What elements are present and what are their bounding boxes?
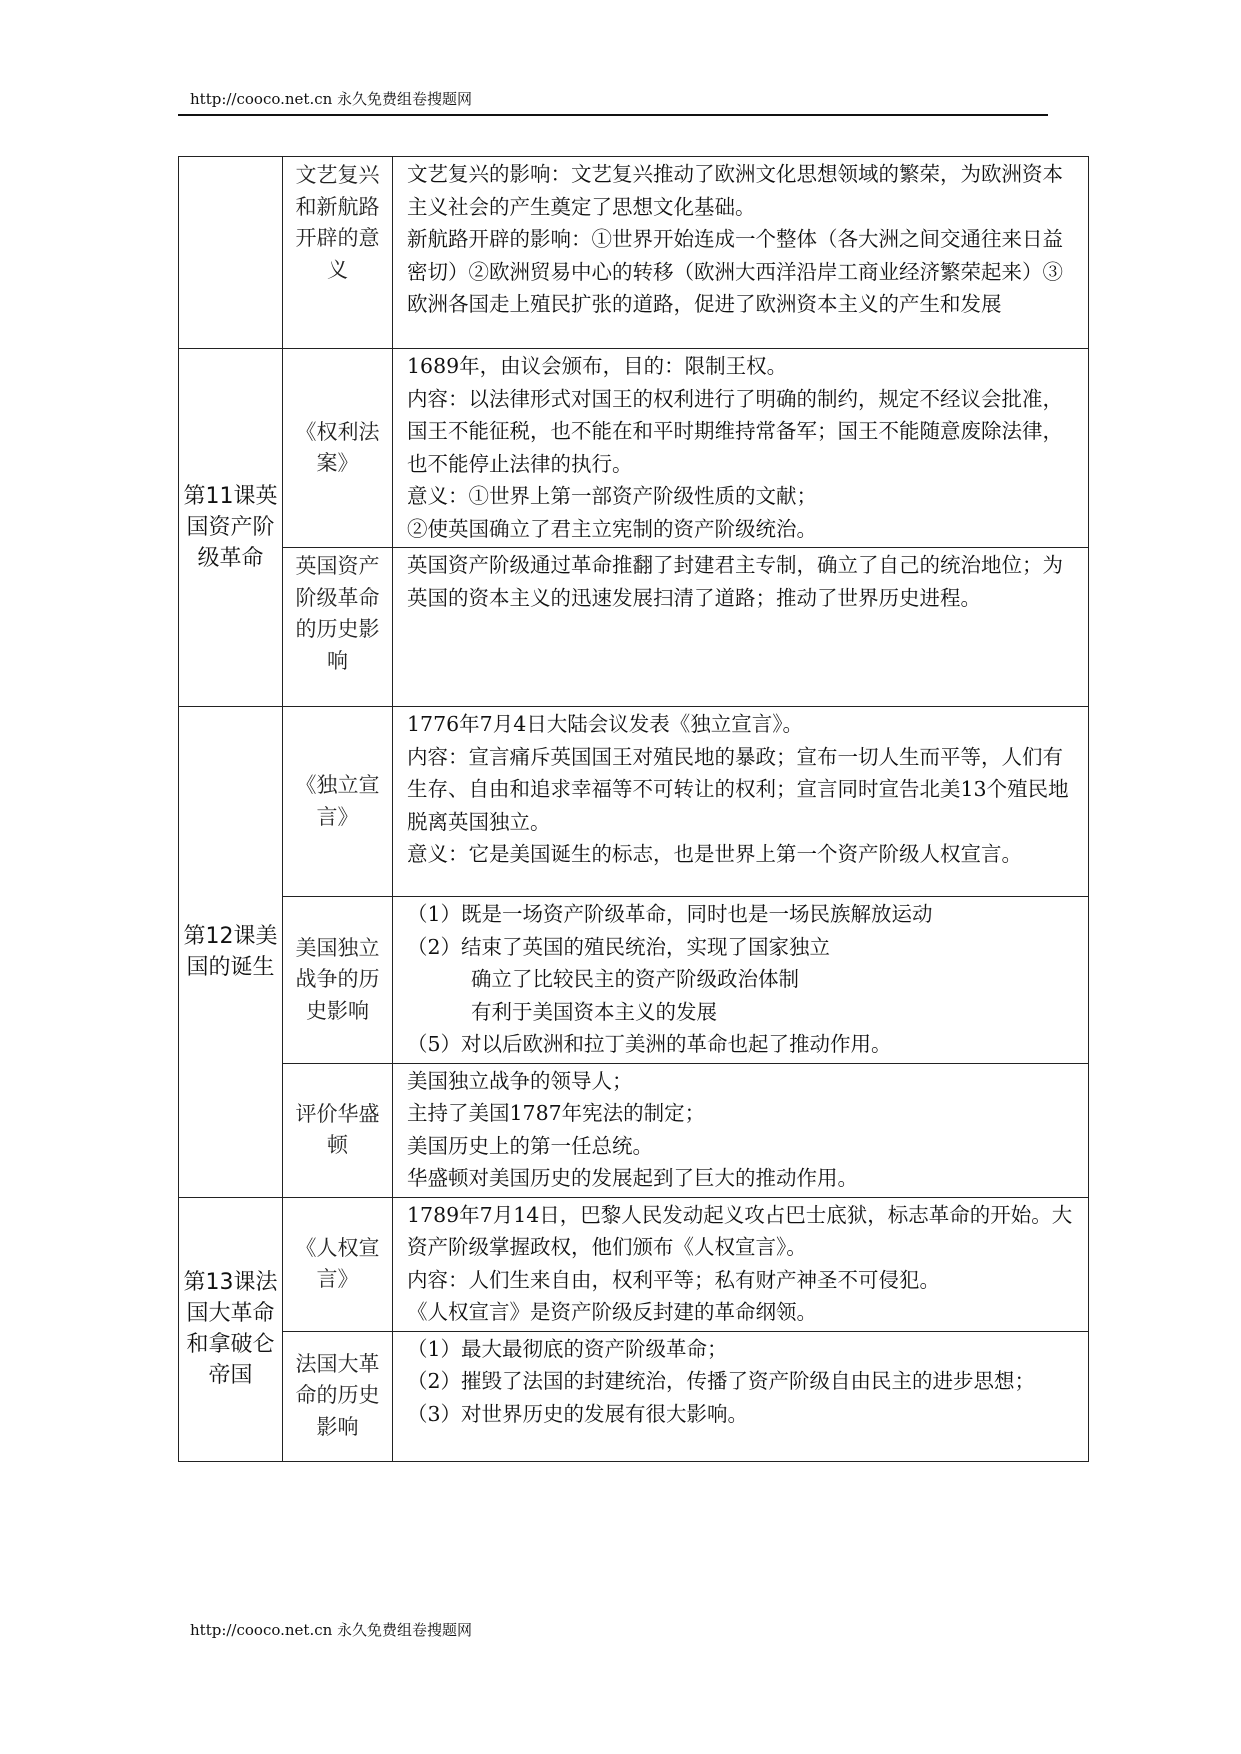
content-line: 华盛顿对美国历史的发展起到了巨大的推动作用。 (407, 1166, 858, 1190)
content-line: （5）对以后欧洲和拉丁美洲的革命也起了推动作用。 (407, 1032, 892, 1056)
topic-label: 《独立宣言》 (295, 773, 380, 829)
content-line: 主持了美国1787年宪法的制定； (407, 1101, 706, 1125)
topic-label: 美国独立战争的历史影响 (295, 935, 380, 1023)
content-cell (393, 1331, 1089, 1461)
content-cell (393, 707, 1089, 897)
content-cell (393, 548, 1089, 707)
topic-label: 《权利法案》 (295, 419, 380, 475)
content-line: 内容：人们生来自由，权利平等；私有财产神圣不可侵犯。 (407, 1267, 940, 1292)
header-url[interactable]: http://cooco.net.cn 永久免费组卷搜题网 (190, 90, 473, 108)
content-line: ②使英国确立了君主立宪制的资产阶级统治。 (407, 516, 817, 541)
table-row (179, 1197, 1089, 1331)
topic-label: 《人权宣言》 (295, 1235, 380, 1291)
table-row (179, 1063, 1089, 1197)
table-row (179, 349, 1089, 548)
content-line: 英国资产阶级通过革命推翻了封建君主专制，确立了自己的统治地位；为英国的资本主义的迅速发展扫清了道路；推动了世界历史进程。 (407, 553, 1063, 610)
lesson-title: 第11课英国资产阶级革命 (183, 484, 278, 571)
lesson-cell (179, 1197, 283, 1461)
table-row (179, 548, 1089, 707)
content-line: （2）摧毁了法国的封建统治，传播了资产阶级自由民主的进步思想； (407, 1369, 1036, 1393)
content-line: 确立了比较民主的资产阶级政治体制 (471, 967, 799, 991)
topic-label: 英国资产阶级革命的历史影响 (295, 554, 380, 673)
history-table (178, 156, 1089, 1462)
content-line: 1776年7月4日大陆会议发表《独立宣言》。 (407, 712, 804, 736)
topic-cell (283, 548, 393, 707)
topic-cell (283, 1331, 393, 1461)
content-line: 内容：宣言痛斥英国国王对殖民地的暴政；宣布一切人生而平等，人们有生存、自由和追求幸福等不可转让的权利；宣言同时宣告北美13个殖民地脱离英国独立。 (407, 744, 1069, 834)
content-line: 新航路开辟的影响：①世界开始连成一个整体（各大洲之间交通往来日益密切）②欧洲贸易中心的转移（欧洲大西洋沿岸工商业经济繁荣起来）③欧洲各国走上殖民扩张的道路，促进了欧洲资本主义的产生和发展 (407, 227, 1063, 316)
content-line: 《人权宣言》是资产阶级反封建的革命纲领。 (407, 1300, 817, 1324)
topic-cell (283, 157, 393, 349)
lesson-cell (179, 707, 283, 1198)
content-cell (393, 1197, 1089, 1331)
content-line: 1689年，由议会颁布，目的：限制王权。 (407, 354, 788, 378)
lesson-cell (179, 349, 283, 707)
topic-cell (283, 1063, 393, 1197)
table-row (179, 897, 1089, 1064)
content-cell (393, 349, 1089, 548)
lesson-title: 第12课美国的诞生 (183, 923, 278, 980)
content-line: 美国历史上的第一任总统。 (407, 1133, 653, 1158)
table-row (179, 707, 1089, 897)
topic-label: 法国大革命的历史影响 (295, 1351, 380, 1439)
lesson-title: 第13课法国大革命和拿破仑帝国 (183, 1270, 278, 1388)
topic-cell (283, 349, 393, 548)
topic-cell (283, 707, 393, 897)
content-line: （3）对世界历史的发展有很大影响。 (407, 1401, 749, 1426)
table-row (179, 157, 1089, 349)
content-line: 1789年7月14日，巴黎人民发动起义攻占巴士底狱，标志革命的开始。大资产阶级掌握政权，他们颁布《人权宣言》。 (407, 1202, 1073, 1259)
content-line: 美国独立战争的领导人； (407, 1068, 633, 1093)
content-line: 文艺复兴的影响：文艺复兴推动了欧洲文化思想领域的繁荣，为欧洲资本主义社会的产生奠定了思想文化基础。 (407, 162, 1063, 219)
content-line: （2）结束了英国的殖民统治，实现了国家独立 (407, 934, 831, 959)
content-line: 内容：以法律形式对国王的权利进行了明确的制约，规定不经议会批准，国王不能征税，也不能在和平时期维持常备军；国王不能随意废除法律，也不能停止法律的执行。 (407, 386, 1063, 476)
lesson-cell (179, 157, 283, 349)
content-cell (393, 897, 1089, 1064)
content-line: （1）最大最彻底的资产阶级革命； (407, 1336, 728, 1361)
topic-label: 文艺复兴和新航路开辟的意义 (295, 163, 380, 282)
footer-url[interactable]: http://cooco.net.cn 永久免费组卷搜题网 (190, 1621, 473, 1639)
topic-cell (283, 1197, 393, 1331)
content-line: 有利于美国资本主义的发展 (471, 999, 717, 1024)
content-cell (393, 157, 1089, 349)
header-rule (178, 114, 1048, 116)
topic-label: 评价华盛顿 (295, 1101, 380, 1157)
content-line: （1）既是一场资产阶级革命，同时也是一场民族解放运动 (407, 902, 933, 926)
topic-cell (283, 897, 393, 1064)
content-line: 意义：它是美国诞生的标志，也是世界上第一个资产阶级人权宣言。 (407, 842, 1022, 866)
content-line: 意义：①世界上第一部资产阶级性质的文献； (407, 484, 817, 508)
table-row (179, 1331, 1089, 1461)
content-cell (393, 1063, 1089, 1197)
